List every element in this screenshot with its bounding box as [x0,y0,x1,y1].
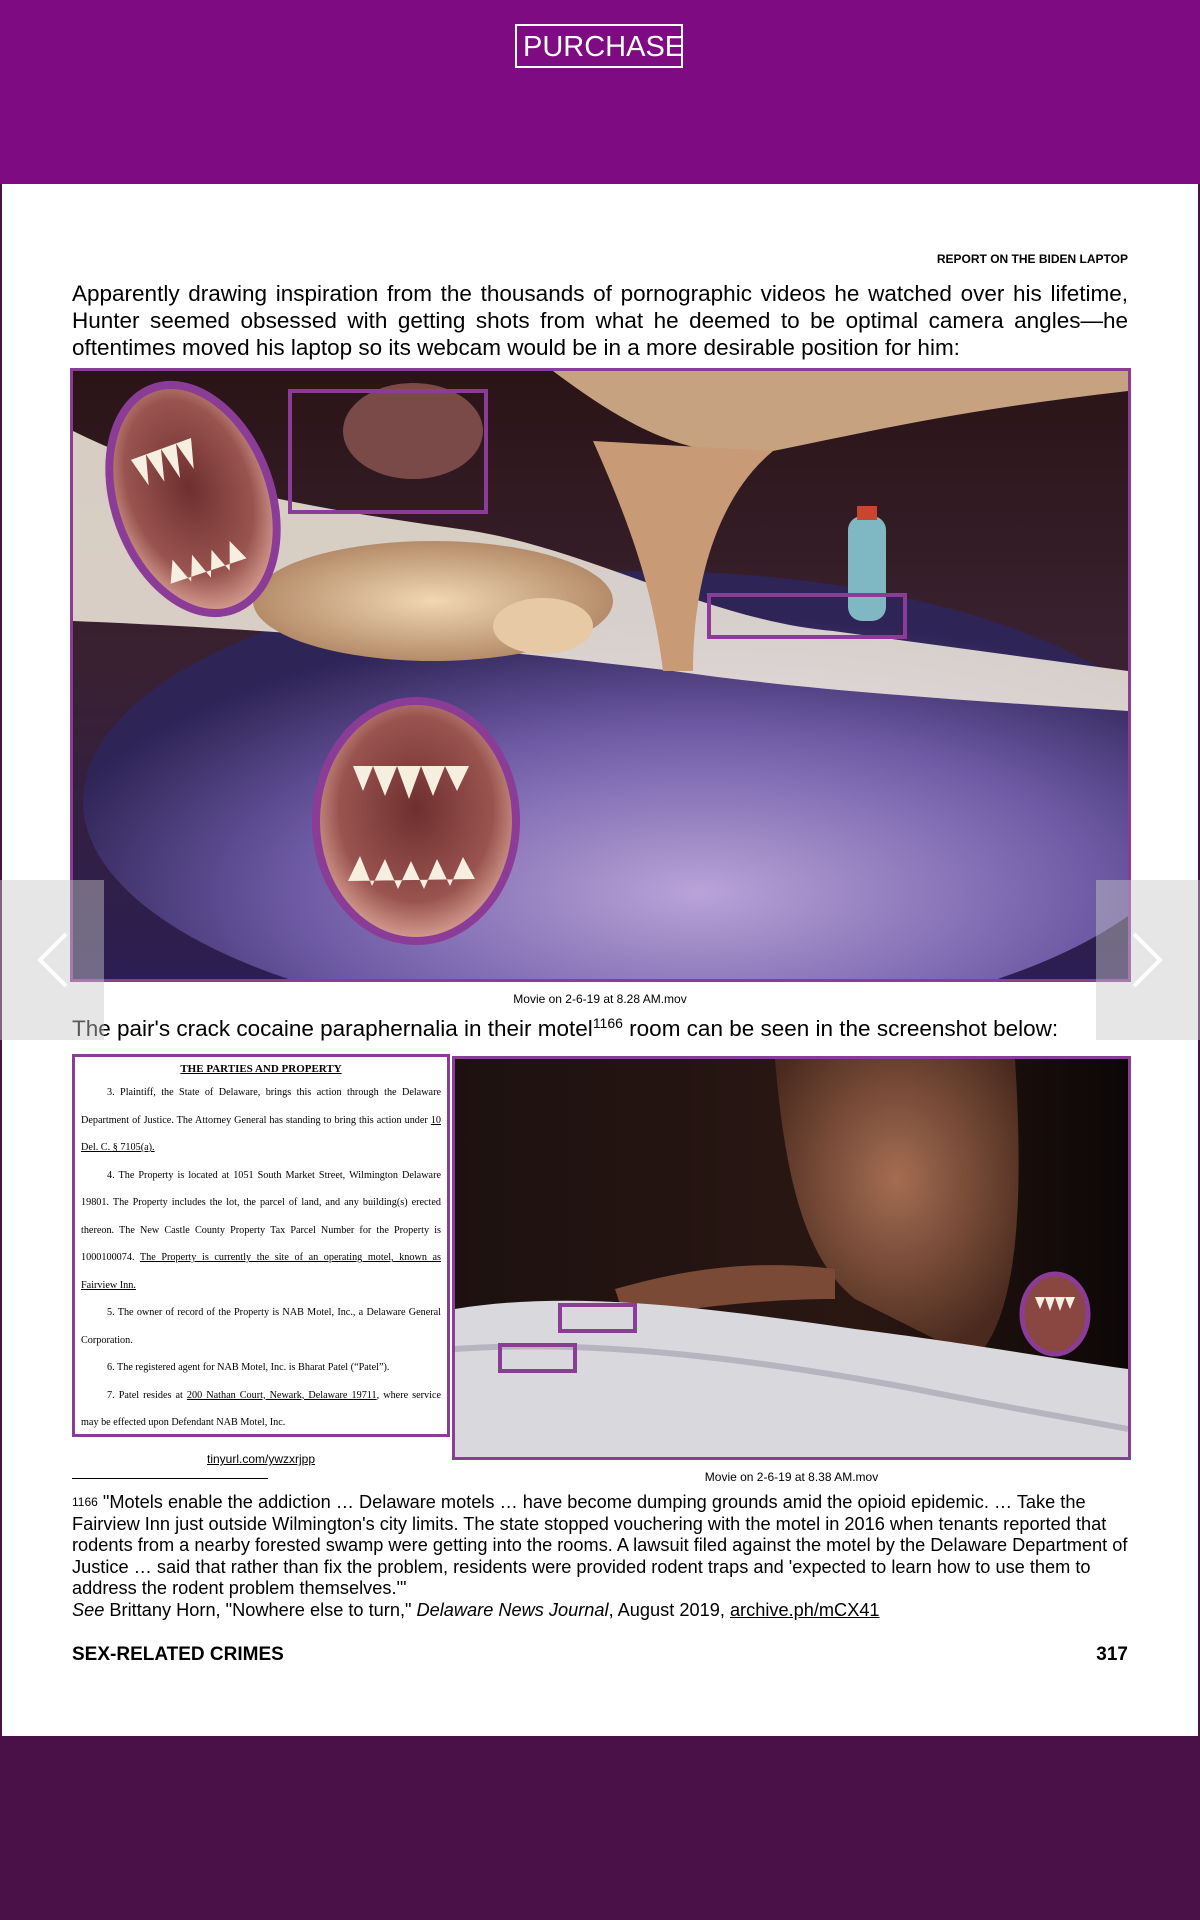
screenshot-image-1 [70,368,1131,982]
chevron-left-icon [34,930,70,990]
purchase-button[interactable]: PURCHASE [515,24,683,68]
doc-source-link[interactable]: tinyurl.com/ywzxrjpp [206,1452,316,1466]
chevron-right-icon [1130,930,1166,990]
mid-text-before: The pair's crack cocaine paraphernalia in their motel [72,1016,593,1041]
intro-paragraph: Apparently drawing inspiration from the thousands of pornographic videos he watched over his lifetime, Hunter seemed obsessed with getting shots from what he deemed to be optimal camera angles—he oftentimes moved his laptop so its webcam would be in a more desirable position for him: [72,281,1128,360]
footnote-1166: $^{1166}$ "Motels enable the addiction … Delaware motels … have become dumping grounds amid the opioid epidemic. … Take the Fairview Inn just outside Wilmington's city limits. The state stopped vouchering with the motel in 2016 when tenants reported that rodents from a nearby forested swamp were getting into the rooms. A lawsuit filed against the motel by the Delaware Department of Justice … said that rather than fix the problem, residents were provided rodent traps and 'expected to learn how to use them to address the rodent problem themselves.'" See Brittany Horn, "Nowhere else to turn," Delaware News Journal, August 2019, archive.ph/mCX41 [72,1492,1128,1620]
doc-paragraph-6: 6. The registered agent for NAB Motel, Inc. is Bharat Patel (“Patel”). [107,1362,390,1373]
mid-text-after: room can be seen in the screenshot below: [622,1016,1059,1041]
previous-page-button[interactable] [0,880,104,1040]
caption-2: Movie on 2-6-19 at 8.38 AM.mov [704,1470,879,1484]
footer-section-title: SEX-RELATED CRIMES [72,1644,284,1665]
doc-paragraph-7: 7. Patel resides at 200 Nathan Court, Newark, Delaware 19711, where service may be effected upon Defendant NAB Motel, Inc. [81,1389,442,1428]
mid-paragraph [72,1016,1132,1042]
doc-heading: THE PARTIES AND PROPERTY [180,1063,342,1075]
footnote-number: 1166 [72,1495,98,1509]
screenshot-image-2 [452,1056,1131,1460]
page-number: 317 [1096,1644,1128,1665]
top-bar [0,0,1200,184]
footnote-ref[interactable]: 1166 [592,1015,623,1031]
document-page [2,184,1198,1736]
legal-document-excerpt [72,1054,450,1437]
footnote-divider [72,1478,268,1479]
footnote-archive-link[interactable]: archive.ph/mCX41 [729,1599,880,1620]
running-head: REPORT ON THE BIDEN LAPTOP [936,252,1128,266]
doc-paragraph-3: 3. Plaintiff, the State of Delaware, brings this action through the Delaware Department of Justice. The Attorney General has standing to bring this action under 10 Del. C. § 7105(a). [81,1087,441,1153]
caption-1: Movie on 2-6-19 at 8.28 AM.mov [513,992,687,1006]
next-page-button[interactable] [1096,880,1200,1040]
doc-paragraph-4: 4. The Property is located at 1051 South Market Street, Wilmington Delaware 19801. The Property includes the lot, the parcel of land, and any building(s) erected thereon. The New Castle County Property Tax Parcel Number for the Property is 1000100074. The Property is currently the site of an operating motel, known as Fairview Inn. [81,1169,441,1291]
doc-paragraph-5: 5. The owner of record of the Property is NAB Motel, Inc., a Delaware General Corporation. [81,1307,441,1346]
